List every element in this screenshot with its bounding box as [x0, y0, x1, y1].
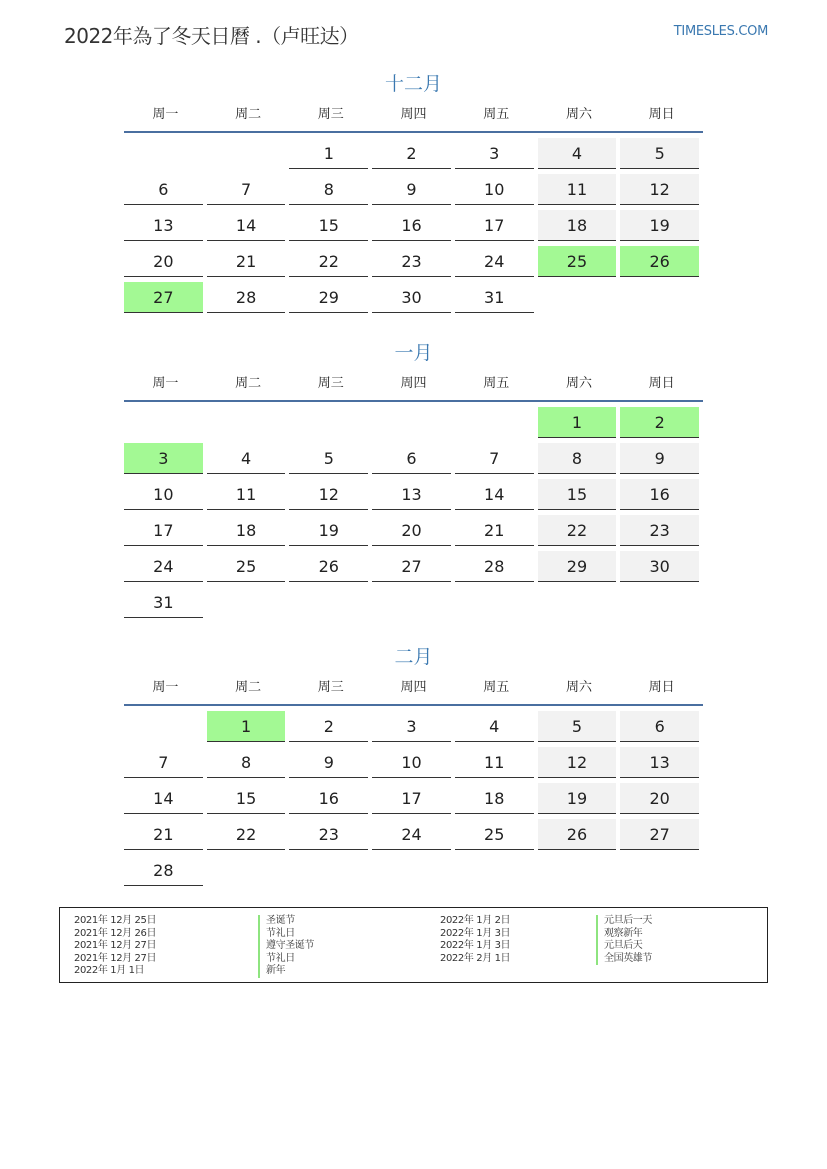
empty-day-cell	[289, 587, 372, 623]
weekday-header	[124, 105, 703, 133]
day-number: 27	[372, 551, 451, 582]
weekday-label: 周四	[400, 680, 427, 695]
day-cell[interactable]	[289, 515, 372, 551]
day-number	[455, 407, 534, 438]
month-title: 二月	[394, 646, 433, 668]
day-cell[interactable]	[538, 210, 621, 246]
weekday-label: 周日	[648, 376, 675, 391]
day-cell[interactable]	[207, 747, 290, 783]
day-cell[interactable]	[620, 138, 703, 174]
legend-holiday-name: 元旦后天	[596, 940, 652, 953]
day-number: 18	[538, 210, 617, 241]
weekday-label: 周日	[648, 680, 675, 695]
day-cell[interactable]	[455, 138, 538, 174]
day-number: 1	[289, 138, 368, 169]
day-number: 19	[620, 210, 699, 241]
week-row	[124, 587, 703, 623]
day-cell[interactable]	[455, 711, 538, 747]
day-number: 9	[372, 174, 451, 205]
day-cell[interactable]	[207, 246, 290, 282]
day-number: 22	[538, 515, 617, 546]
weekday-label: 周三	[317, 376, 344, 391]
week-row	[124, 515, 703, 551]
day-cell[interactable]	[289, 747, 372, 783]
day-number: 18	[207, 515, 286, 546]
day-cell[interactable]	[620, 551, 703, 587]
day-number	[455, 587, 534, 618]
week-row	[124, 783, 703, 819]
empty-day-cell	[538, 855, 621, 891]
day-cell[interactable]	[372, 515, 455, 551]
day-number: 5	[620, 138, 699, 169]
legend-holiday-name: 遵守圣诞节	[258, 940, 314, 953]
day-number: 15	[289, 210, 368, 241]
weekday-label: 周五	[483, 680, 510, 695]
day-number: 11	[455, 747, 534, 778]
day-cell[interactable]	[207, 210, 290, 246]
week-row	[124, 551, 703, 587]
month-block	[124, 70, 703, 318]
legend-holiday-name: 新年	[258, 965, 314, 978]
day-cell[interactable]	[455, 819, 538, 855]
day-cell[interactable]	[455, 246, 538, 282]
day-number: 26	[289, 551, 368, 582]
day-cell[interactable]	[207, 174, 290, 210]
day-cell[interactable]	[289, 551, 372, 587]
empty-day-cell	[620, 282, 703, 318]
day-cell[interactable]	[620, 747, 703, 783]
weekday-label: 周二	[235, 680, 262, 695]
day-number: 5	[538, 711, 617, 742]
day-number	[372, 407, 451, 438]
day-cell[interactable]	[289, 711, 372, 747]
legend-holiday-name: 元旦后一天	[596, 915, 652, 928]
day-number	[207, 407, 286, 438]
legend-date: 2021年 12月 27日	[74, 940, 157, 951]
day-cell[interactable]	[372, 138, 455, 174]
day-cell[interactable]	[372, 783, 455, 819]
day-number: 14	[124, 783, 203, 814]
empty-day-cell	[372, 587, 455, 623]
day-cell[interactable]	[124, 174, 207, 210]
day-number	[207, 138, 286, 169]
day-cell[interactable]	[620, 783, 703, 819]
day-number: 4	[455, 711, 534, 742]
day-number: 1	[538, 407, 617, 438]
day-number: 29	[538, 551, 617, 582]
day-cell[interactable]	[372, 210, 455, 246]
day-number: 7	[124, 747, 203, 778]
day-cell[interactable]	[538, 174, 621, 210]
day-cell[interactable]	[455, 747, 538, 783]
empty-day-cell	[620, 855, 703, 891]
day-number: 25	[455, 819, 534, 850]
day-number: 10	[455, 174, 534, 205]
week-row	[124, 407, 703, 443]
day-number: 14	[455, 479, 534, 510]
day-cell[interactable]	[289, 246, 372, 282]
day-number	[124, 138, 203, 169]
day-cell[interactable]	[124, 783, 207, 819]
legend-right-dates	[440, 915, 510, 965]
day-cell[interactable]	[124, 855, 207, 891]
day-number: 8	[289, 174, 368, 205]
legend-holiday-name: 全国英雄节	[596, 953, 652, 966]
day-number	[372, 587, 451, 618]
day-number	[289, 855, 368, 886]
empty-day-cell	[207, 407, 290, 443]
day-cell[interactable]	[124, 551, 207, 587]
weekday-label: 周六	[565, 376, 592, 391]
day-number: 11	[538, 174, 617, 205]
day-cell[interactable]	[538, 407, 621, 443]
day-number	[124, 711, 203, 742]
empty-day-cell	[455, 855, 538, 891]
legend-date: 2021年 12月 25日	[74, 915, 157, 926]
day-cell[interactable]	[289, 783, 372, 819]
weekday-label: 周四	[400, 107, 427, 122]
day-number: 24	[372, 819, 451, 850]
day-cell[interactable]	[207, 819, 290, 855]
day-cell[interactable]	[620, 174, 703, 210]
day-number: 27	[620, 819, 699, 850]
day-cell[interactable]	[372, 443, 455, 479]
day-cell[interactable]	[372, 711, 455, 747]
day-number: 2	[620, 407, 699, 438]
day-cell[interactable]	[455, 551, 538, 587]
day-number	[455, 855, 534, 886]
day-number: 18	[455, 783, 534, 814]
empty-day-cell	[620, 587, 703, 623]
empty-day-cell	[207, 138, 290, 174]
day-cell[interactable]	[455, 783, 538, 819]
day-number: 2	[372, 138, 451, 169]
day-number	[620, 855, 699, 886]
day-cell[interactable]	[620, 479, 703, 515]
day-number: 28	[124, 855, 203, 886]
day-cell[interactable]	[124, 587, 207, 623]
weekday-header	[124, 678, 703, 706]
week-row	[124, 282, 703, 318]
day-cell[interactable]	[538, 443, 621, 479]
day-cell[interactable]	[455, 479, 538, 515]
weekday-label: 周一	[152, 376, 179, 391]
day-number: 16	[372, 210, 451, 241]
legend-holiday-name: 圣诞节	[258, 915, 314, 928]
day-number: 31	[455, 282, 534, 313]
day-number: 20	[372, 515, 451, 546]
week-row	[124, 819, 703, 855]
day-cell[interactable]	[455, 515, 538, 551]
day-cell[interactable]	[207, 443, 290, 479]
day-number: 25	[207, 551, 286, 582]
day-number	[372, 855, 451, 886]
month-block	[124, 339, 703, 623]
day-number: 16	[620, 479, 699, 510]
day-cell[interactable]	[124, 443, 207, 479]
day-number: 3	[124, 443, 203, 474]
day-cell[interactable]	[289, 479, 372, 515]
day-cell[interactable]	[620, 407, 703, 443]
weekday-label: 周五	[483, 376, 510, 391]
day-cell[interactable]	[124, 282, 207, 318]
day-cell[interactable]	[124, 479, 207, 515]
day-cell[interactable]	[124, 819, 207, 855]
day-cell[interactable]	[455, 174, 538, 210]
day-number: 23	[620, 515, 699, 546]
day-cell[interactable]	[289, 138, 372, 174]
day-number: 28	[455, 551, 534, 582]
day-number: 25	[538, 246, 617, 277]
site-name[interactable]: TIMESLES.COM	[673, 24, 768, 39]
day-number: 12	[620, 174, 699, 205]
day-number: 1	[207, 711, 286, 742]
weekday-header	[124, 374, 703, 402]
day-number	[289, 587, 368, 618]
day-cell[interactable]	[124, 246, 207, 282]
day-number: 16	[289, 783, 368, 814]
day-cell[interactable]	[372, 819, 455, 855]
empty-day-cell	[289, 855, 372, 891]
day-number	[538, 587, 617, 618]
legend-date: 2022年 1月 3日	[440, 927, 511, 939]
day-cell[interactable]	[455, 282, 538, 318]
day-number: 9	[289, 747, 368, 778]
day-cell[interactable]	[124, 210, 207, 246]
day-number	[538, 855, 617, 886]
day-number: 21	[207, 246, 286, 277]
day-number: 15	[207, 783, 286, 814]
week-row	[124, 138, 703, 174]
day-cell[interactable]	[289, 174, 372, 210]
legend-date: 2021年 12月 26日	[74, 927, 157, 939]
day-number: 24	[455, 246, 534, 277]
day-number: 4	[207, 443, 286, 474]
week-row	[124, 443, 703, 479]
week-row	[124, 855, 703, 891]
day-number: 6	[620, 711, 699, 742]
day-cell[interactable]	[372, 174, 455, 210]
day-number: 3	[372, 711, 451, 742]
day-cell[interactable]	[620, 210, 703, 246]
empty-day-cell	[455, 587, 538, 623]
day-number: 21	[455, 515, 534, 546]
week-row	[124, 246, 703, 282]
day-number: 23	[372, 246, 451, 277]
weekday-label: 周日	[648, 107, 675, 122]
month-block	[124, 643, 703, 891]
day-number: 9	[620, 443, 699, 474]
legend-date: 2022年 1月 1日	[74, 965, 145, 976]
day-cell[interactable]	[207, 282, 290, 318]
day-number: 30	[620, 551, 699, 582]
day-number	[538, 282, 617, 313]
day-number: 10	[372, 747, 451, 778]
day-number	[124, 407, 203, 438]
day-cell[interactable]	[289, 819, 372, 855]
empty-day-cell	[455, 407, 538, 443]
day-cell[interactable]	[289, 443, 372, 479]
week-row	[124, 711, 703, 747]
day-cell[interactable]	[207, 479, 290, 515]
week-row	[124, 747, 703, 783]
day-number: 24	[124, 551, 203, 582]
day-number: 19	[538, 783, 617, 814]
day-cell[interactable]	[207, 711, 290, 747]
day-cell[interactable]	[620, 443, 703, 479]
day-number: 14	[207, 210, 286, 241]
day-number: 8	[207, 747, 286, 778]
legend-left-names	[258, 915, 314, 978]
day-number: 26	[620, 246, 699, 277]
day-number: 3	[455, 138, 534, 169]
day-cell[interactable]	[372, 747, 455, 783]
day-number: 28	[207, 282, 286, 313]
day-number: 2	[289, 711, 368, 742]
day-cell[interactable]	[538, 246, 621, 282]
weekday-label: 周五	[483, 107, 510, 122]
day-cell[interactable]	[538, 819, 621, 855]
day-number: 20	[124, 246, 203, 277]
day-number: 6	[372, 443, 451, 474]
week-row	[124, 174, 703, 210]
week-row	[124, 479, 703, 515]
day-number: 17	[372, 783, 451, 814]
day-cell[interactable]	[538, 479, 621, 515]
weekday-label: 周二	[235, 107, 262, 122]
legend-holiday-name: 节礼日	[258, 953, 314, 966]
day-cell[interactable]	[455, 443, 538, 479]
legend-holiday-name: 节礼日	[258, 928, 314, 941]
day-cell[interactable]	[538, 515, 621, 551]
day-number: 13	[620, 747, 699, 778]
weekday-label: 周六	[565, 107, 592, 122]
day-cell[interactable]	[620, 515, 703, 551]
day-number	[289, 407, 368, 438]
holiday-legend	[59, 907, 768, 983]
day-cell[interactable]	[538, 747, 621, 783]
empty-day-cell	[538, 587, 621, 623]
legend-right-names	[596, 915, 652, 965]
empty-day-cell	[207, 587, 290, 623]
day-number: 15	[538, 479, 617, 510]
day-number: 22	[289, 246, 368, 277]
day-cell[interactable]	[289, 282, 372, 318]
day-number: 20	[620, 783, 699, 814]
day-number	[620, 587, 699, 618]
empty-day-cell	[538, 282, 621, 318]
day-number: 12	[538, 747, 617, 778]
weekday-label: 周二	[235, 376, 262, 391]
empty-day-cell	[289, 407, 372, 443]
day-cell[interactable]	[372, 282, 455, 318]
day-number	[207, 587, 286, 618]
day-cell[interactable]	[372, 551, 455, 587]
empty-day-cell	[124, 407, 207, 443]
day-number: 5	[289, 443, 368, 474]
empty-day-cell	[124, 711, 207, 747]
legend-date: 2022年 2月 1日	[440, 952, 511, 964]
day-cell[interactable]	[538, 711, 621, 747]
day-number: 21	[124, 819, 203, 850]
day-number: 19	[289, 515, 368, 546]
day-cell[interactable]	[207, 783, 290, 819]
day-cell[interactable]	[372, 246, 455, 282]
day-cell[interactable]	[538, 551, 621, 587]
weekday-label: 周三	[317, 107, 344, 122]
day-number: 27	[124, 282, 203, 313]
day-number: 13	[124, 210, 203, 241]
weekday-label: 周一	[152, 680, 179, 695]
day-cell[interactable]	[538, 783, 621, 819]
day-number: 17	[124, 515, 203, 546]
day-cell[interactable]	[124, 515, 207, 551]
day-number: 8	[538, 443, 617, 474]
day-number	[620, 282, 699, 313]
day-number: 23	[289, 819, 368, 850]
day-cell[interactable]	[124, 747, 207, 783]
day-cell[interactable]	[207, 551, 290, 587]
weekday-label: 周三	[317, 680, 344, 695]
day-cell[interactable]	[620, 819, 703, 855]
page-title: 2022年為了冬天日曆 .（卢旺达）	[64, 24, 359, 48]
legend-date: 2022年 1月 3日	[440, 940, 511, 951]
month-title: 十二月	[384, 73, 442, 95]
day-number: 29	[289, 282, 368, 313]
week-row	[124, 210, 703, 246]
weekday-label: 周四	[400, 376, 427, 391]
day-number: 31	[124, 587, 203, 618]
empty-day-cell	[207, 855, 290, 891]
day-number: 6	[124, 174, 203, 205]
day-number: 30	[372, 282, 451, 313]
legend-holiday-name: 观察新年	[596, 928, 652, 941]
legend-left-dates	[74, 915, 156, 978]
day-cell[interactable]	[538, 138, 621, 174]
day-cell[interactable]	[455, 210, 538, 246]
day-cell[interactable]	[620, 711, 703, 747]
day-number: 4	[538, 138, 617, 169]
legend-date: 2021年 12月 27日	[74, 952, 157, 964]
month-title: 一月	[394, 342, 433, 364]
day-number: 12	[289, 479, 368, 510]
day-number: 26	[538, 819, 617, 850]
day-cell[interactable]	[372, 479, 455, 515]
day-number: 13	[372, 479, 451, 510]
day-number: 10	[124, 479, 203, 510]
day-cell[interactable]	[289, 210, 372, 246]
weekday-label: 周一	[152, 107, 179, 122]
day-cell[interactable]	[620, 246, 703, 282]
day-number: 22	[207, 819, 286, 850]
empty-day-cell	[372, 407, 455, 443]
weekday-label: 周六	[565, 680, 592, 695]
day-number: 17	[455, 210, 534, 241]
legend-date: 2022年 1月 2日	[440, 915, 511, 926]
day-cell[interactable]	[207, 515, 290, 551]
day-number: 7	[207, 174, 286, 205]
day-number	[207, 855, 286, 886]
empty-day-cell	[372, 855, 455, 891]
day-number: 7	[455, 443, 534, 474]
empty-day-cell	[124, 138, 207, 174]
day-number: 11	[207, 479, 286, 510]
